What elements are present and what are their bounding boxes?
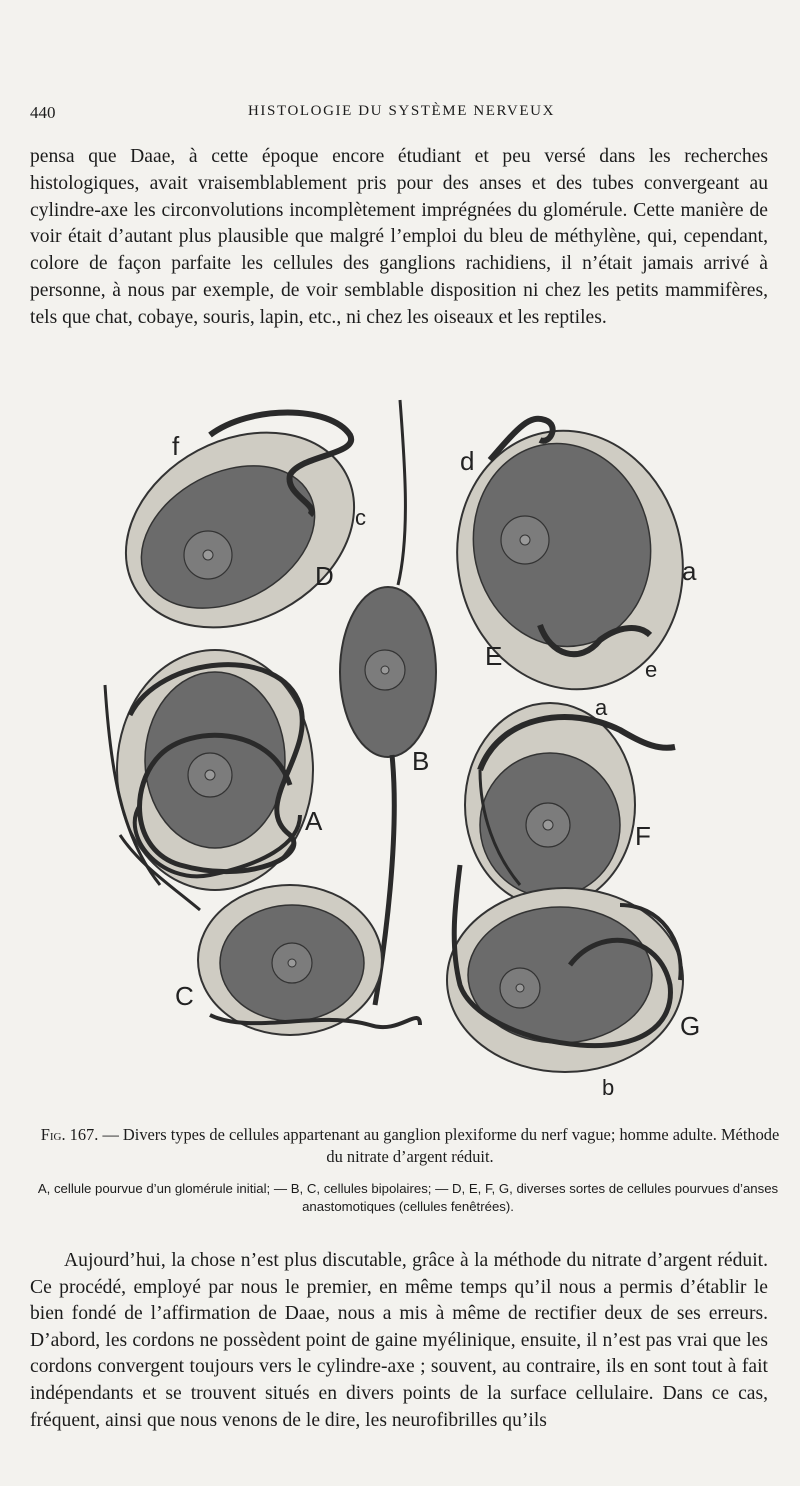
cell-D bbox=[100, 394, 388, 666]
figure-caption-title: — Divers types de cellules appartenant au ganglion plexiforme du nerf vague; homme adulte. Méthode du nitrate d’argent réduit. bbox=[98, 1125, 780, 1166]
label-f: f bbox=[172, 431, 180, 461]
label-d: d bbox=[460, 446, 475, 476]
label-a-small: a bbox=[595, 695, 608, 720]
page-number: 440 bbox=[30, 103, 56, 122]
label-e: e bbox=[645, 657, 658, 682]
label-b: b bbox=[602, 1075, 615, 1100]
label-C: C bbox=[175, 981, 194, 1011]
label-F: F bbox=[635, 821, 651, 851]
cell-F bbox=[465, 703, 675, 907]
label-D: D bbox=[315, 561, 334, 591]
running-title: HISTOLOGIE DU SYSTÈME NERVEUX bbox=[248, 103, 555, 119]
figure-legend: A, cellule pourvue d’un glomérule initial; — B, C, cellules bipolaires; — D, E, F, G, diverses sortes de cellules pourvues d’anses anastomotiques (cellules fenêtrées). bbox=[37, 1181, 779, 1214]
paragraph-bottom-text: Aujourd’hui, la chose n’est plus discutable, grâce à la méthode du nitrate d’argent réduit. Ce procédé, employé par nous le premier, en même temps qu’il nous a permis d’établir le bien fondé de l’affirmation de Daae, nous a mis à même de rectifier deux de ses erreurs. D’abord, les cordons ne possèdent point de gaine myélinique, ensuite, il n’est pas vrai que les cordons convergent toujours vers le cylindre-axe ; souvent, au contraire, ils en sont tout à fait indépendants et se trouvent situés en divers points de la surface cellulaire. Dans ce cas, fréquent, ainsi que nous venons de le dire, les neurofibrilles qu’ils bbox=[30, 1250, 768, 1431]
figure-caption bbox=[40, 1124, 780, 1168]
paragraph-top: pensa que Daae, à cette époque encore étudiant et peu versé dans les recherches histologiques, avait vraisemblablement pris pour des anses et des tubes convergeant au cylindre-axe les circonvolutions incomplètement imprégnées du glomérule. Cette manière de voir était d’autant plus plausible que malgré l’emploi du bleu de méthylène, qui, cependant, colore de façon parfaite les cellules des ganglions rachidiens, il n’était jamais arrivé à personne, à nous par exemple, de voir semblable disposition ni chez les petits mammifères, tels que chat, cobaye, souris, lapin, etc., ni chez les oiseaux et les reptiles. bbox=[30, 146, 768, 328]
label-c-small: c bbox=[355, 505, 366, 530]
paragraph-bottom bbox=[30, 1248, 768, 1434]
label-E: E bbox=[485, 641, 503, 671]
cell-G bbox=[447, 865, 683, 1072]
label-B: B bbox=[412, 746, 430, 776]
figure-number: Fig. 167. bbox=[40, 1125, 99, 1144]
figure-167-illustration bbox=[100, 385, 720, 1105]
label-G: G bbox=[680, 1011, 701, 1041]
label-a-right: a bbox=[682, 556, 697, 586]
label-A: A bbox=[305, 806, 323, 836]
